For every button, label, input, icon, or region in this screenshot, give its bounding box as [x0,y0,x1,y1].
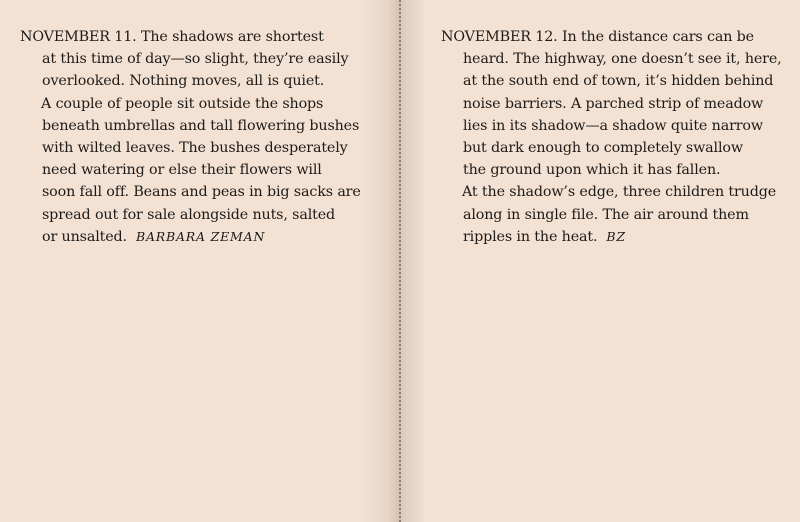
text-line: soon fall off. Beans and peas in big sacks are [42,184,361,201]
text-line: A couple of people sit outside the shops [41,95,324,112]
text-line: along in single file. The air around them [463,206,749,223]
text-line-last [441,226,782,248]
author-signature: BARBARA ZEMAN [135,228,266,244]
text-line: overlooked. Nothing moves, all is quiet. [42,73,325,90]
text-line: noise barriers. A parched strip of meadow [463,95,764,112]
text-line: with wilted leaves. The bushes desperately [42,140,348,157]
author-signature: BZ [606,228,626,244]
text-line: at this time of day—so slight, they’re easily [42,51,349,68]
text-line: but dark enough to completely swallow [463,140,743,157]
text-line: At the shadow’s edge, three children trudge [462,184,777,201]
text-line-last [20,226,361,248]
text-line: heard. The highway, one doesn’t see it, here, [463,51,782,68]
text-line: NOVEMBER 11. The shadows are shortest [20,29,324,45]
text-line: NOVEMBER 12. In the distance cars can be [441,29,754,45]
text-line: lies in its shadow—a shadow quite narrow [463,117,763,134]
gutter-shadow-right [401,0,427,522]
text-line-content: ripples in the heat. [463,228,598,245]
text-line: spread out for sale alongside nuts, salted [42,206,336,223]
diary-entry-november-11 [20,26,361,248]
text-line: the ground upon which it has fallen. [463,162,721,179]
diary-entry-november-12 [441,26,782,248]
text-line: beneath umbrellas and tall flowering bushes [42,117,360,134]
gutter-shadow-left [362,0,400,522]
text-line: need watering or else their flowers will [42,162,322,179]
book-spine [399,0,401,522]
text-line: at the south end of town, it’s hidden behind [463,73,774,90]
text-line-content: or unsalted. [42,228,127,245]
